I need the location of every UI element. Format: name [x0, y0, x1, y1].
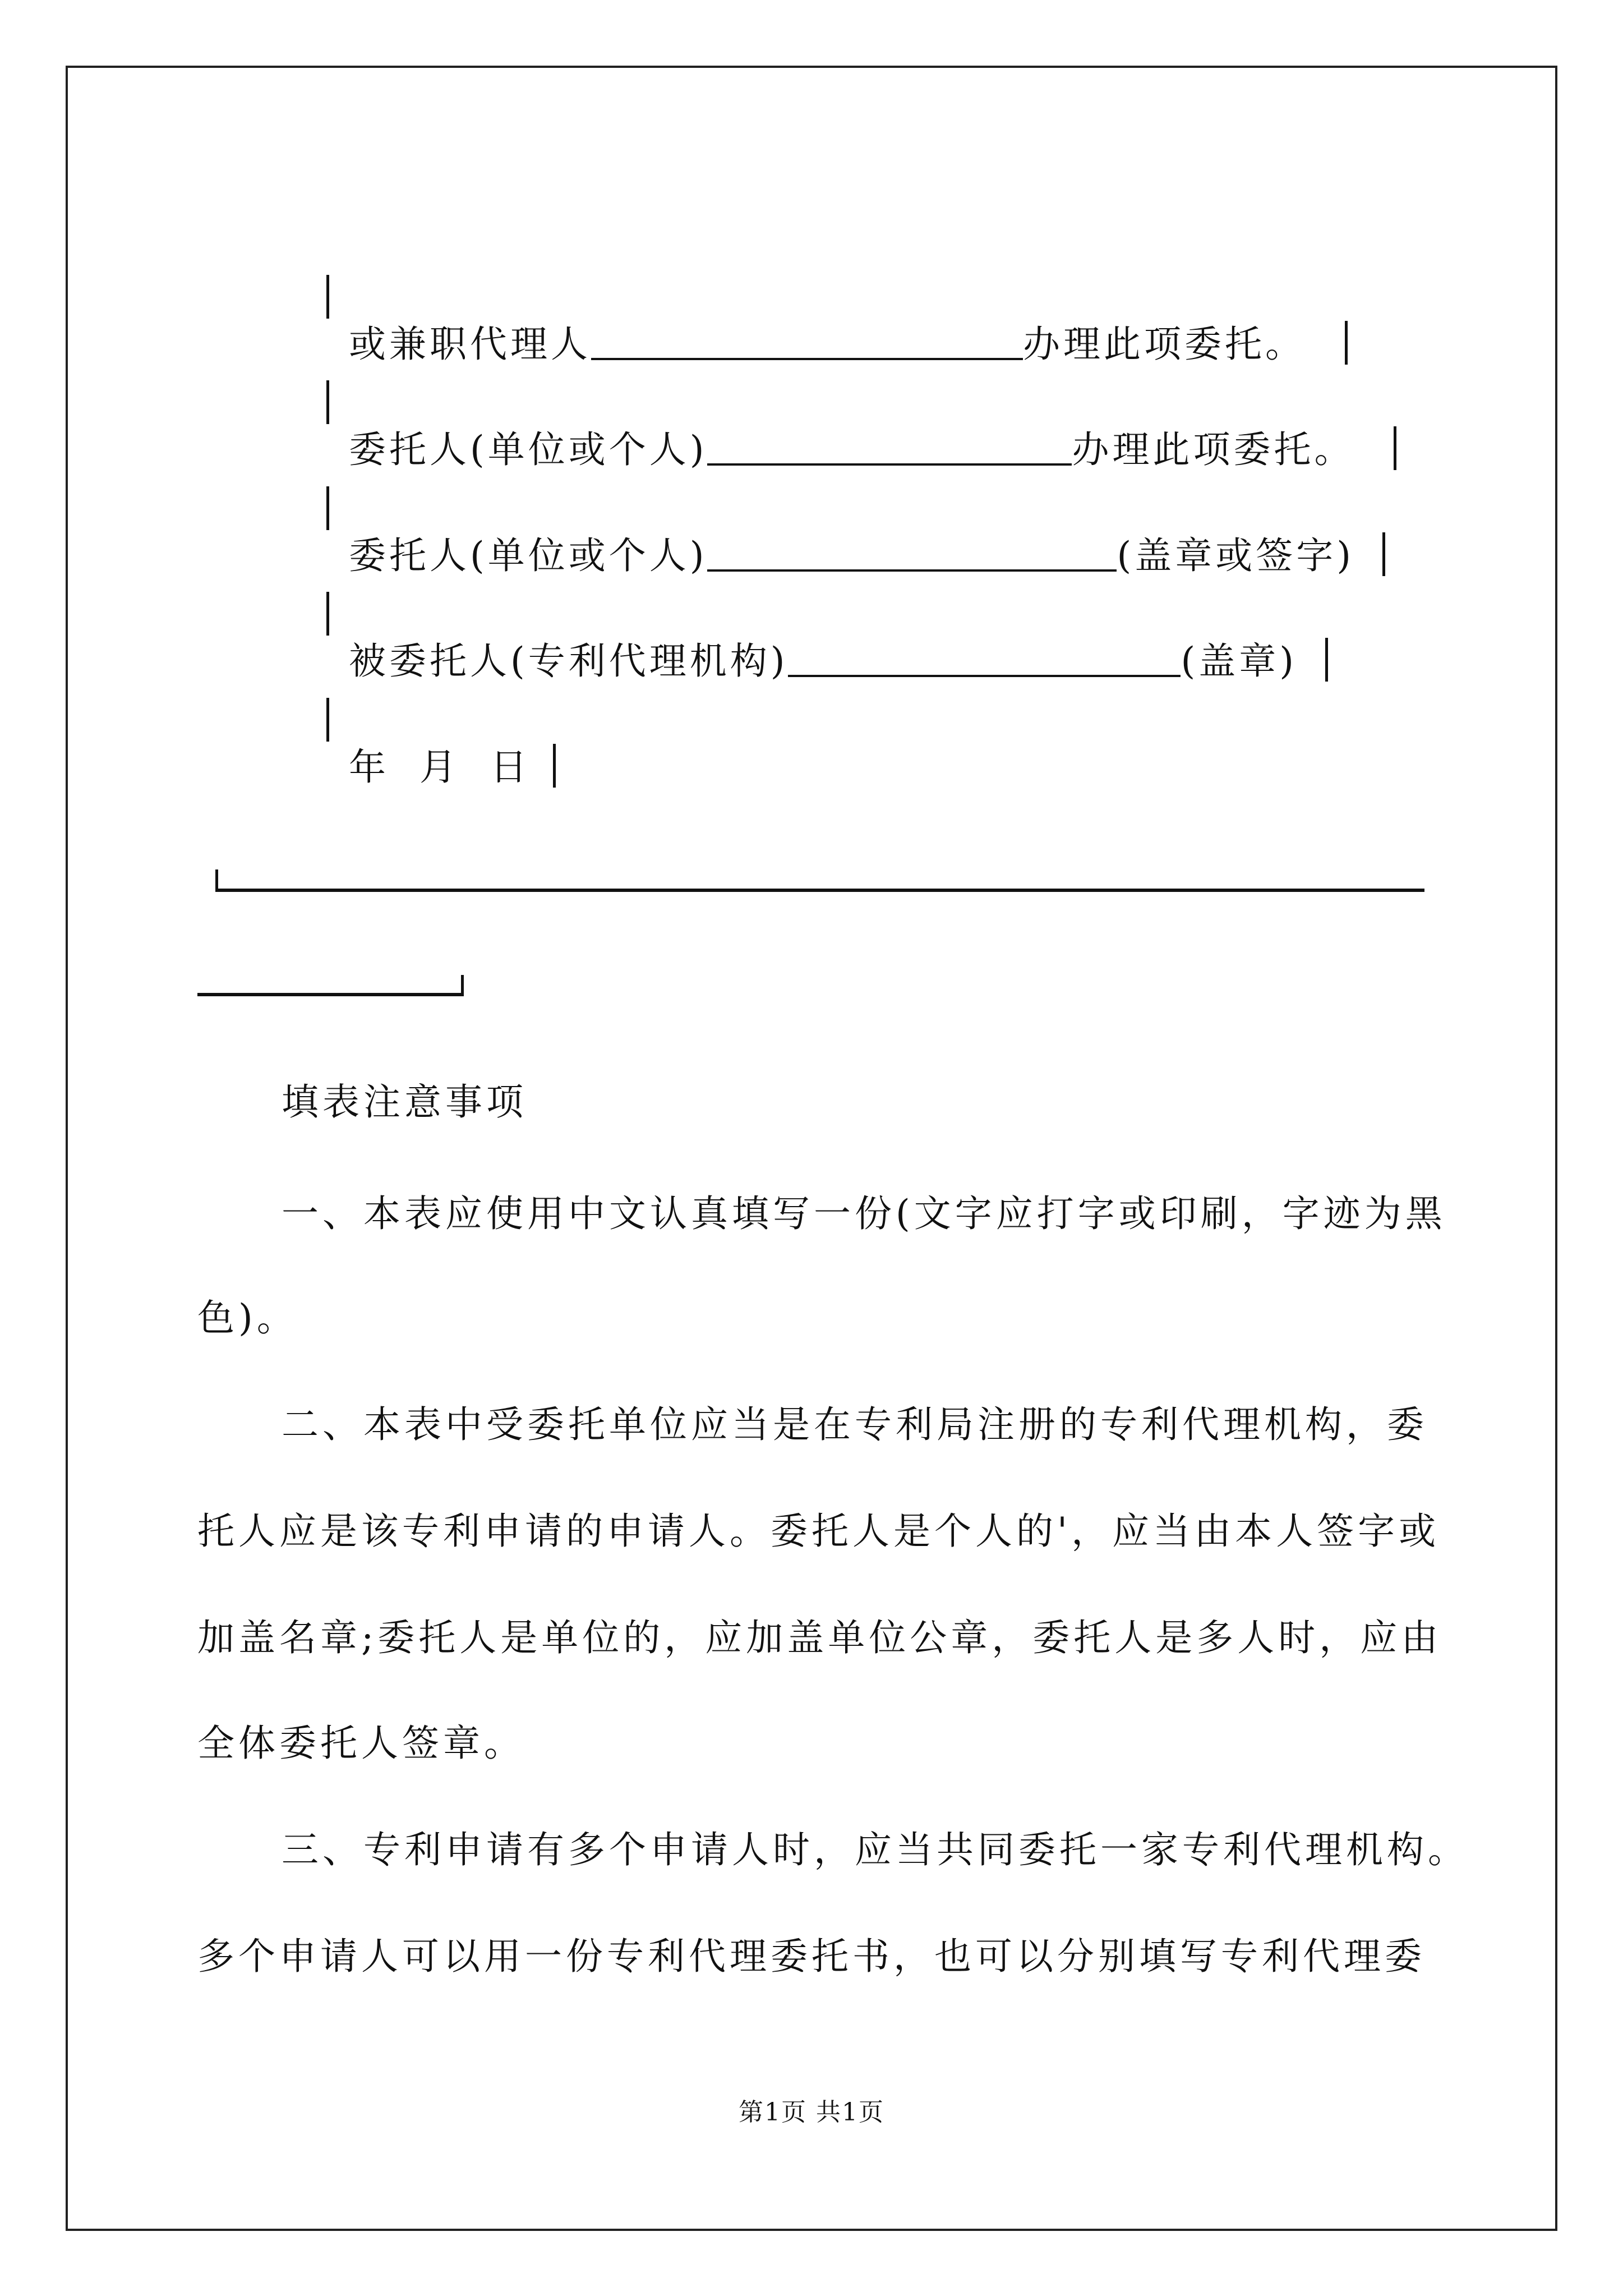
fill-blank[interactable]: [788, 641, 1181, 677]
table-corner-right-tick: [461, 975, 464, 996]
form-row-suffix: (盖章或签字): [1117, 534, 1354, 577]
table-border-right: [1394, 426, 1396, 470]
table-border-left: [326, 486, 329, 530]
form-row-label: 或兼职代理人: [348, 323, 591, 366]
form-row-label: 委托人(单位或个人): [348, 534, 708, 577]
form-row-label: 被委托人(专利代理机构): [348, 639, 789, 683]
table-border-left: [326, 698, 329, 742]
table-border-right: [1325, 638, 1328, 682]
notes-line: 加盖名章;委托人是单位的，应加盖单位公章，委托人是多人时，应由: [197, 1616, 1442, 1659]
page-number: 第1页 共1页: [739, 2098, 884, 2127]
form-row-suffix: 办理此项委托。: [1072, 428, 1355, 471]
form-row-label: 委托人(单位或个人): [348, 428, 708, 471]
notes-line: 一、本表应使用中文认真填写一份(文字应打字或印刷，字迹为黑: [282, 1192, 1446, 1235]
notes-line: 色)。: [197, 1296, 298, 1340]
date-label: 年 月 日: [348, 746, 531, 789]
table-border-left: [326, 275, 329, 319]
table-border-left: [326, 380, 329, 424]
form-row-suffix: (盖章): [1181, 639, 1297, 683]
notes-line: 三、专利申请有多个申请人时，应当共同委托一家专利代理机构。: [282, 1828, 1469, 1871]
notes-line: 二、本表中受委托单位应当是在专利局注册的专利代理机构，委: [282, 1403, 1428, 1446]
table-border-right: [1382, 532, 1385, 576]
form-row-date: [296, 653, 556, 790]
table-bottom-rule-short: [197, 993, 462, 996]
form-row-suffix: 办理此项委托。: [1022, 323, 1306, 366]
table-bottom-rule: [215, 889, 1424, 892]
table-border-right: [553, 744, 556, 788]
notes-line: 多个申请人可以用一份专利代理委托书，也可以分别填写专利代理委: [197, 1935, 1426, 1978]
table-border-left: [326, 592, 329, 636]
notes-heading: 填表注意事项: [282, 1080, 527, 1124]
notes-line: 托人应是该专利申请的申请人。委托人是个人的'，应当由本人签字或: [197, 1510, 1440, 1553]
notes-line: 全体委托人签章。: [197, 1722, 525, 1765]
